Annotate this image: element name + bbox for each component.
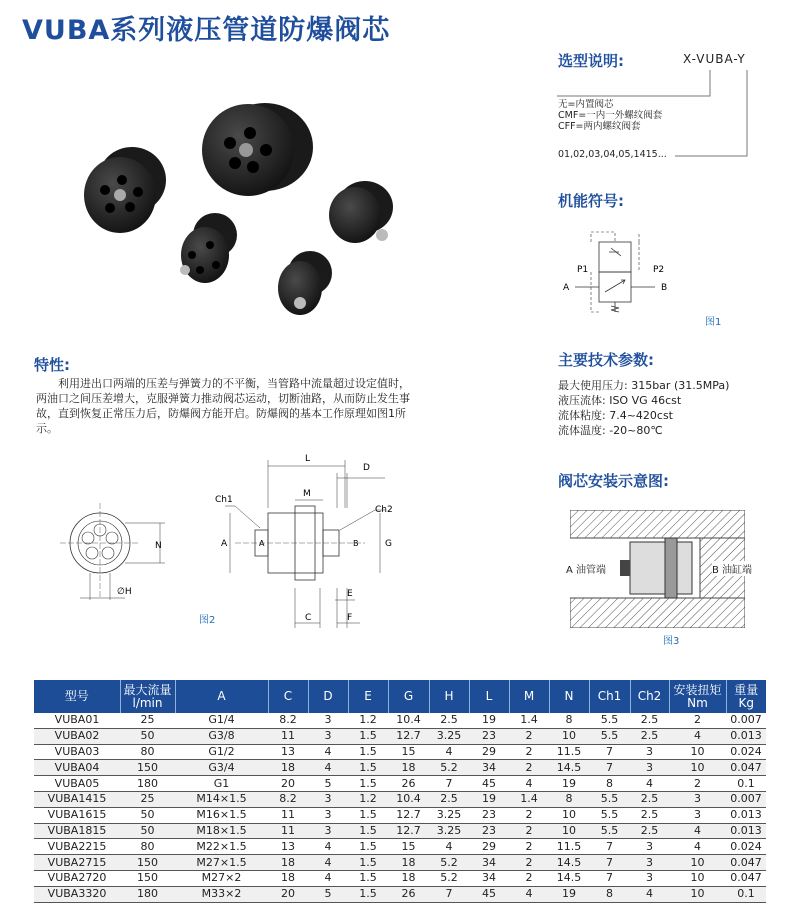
symbol-p1: P1 xyxy=(577,265,589,275)
table-cell: 12.7 xyxy=(388,823,429,839)
table-cell: 2.5 xyxy=(630,791,669,807)
table-cell: G1 xyxy=(175,776,268,792)
table-cell: M18×1.5 xyxy=(175,823,268,839)
table-cell: 180 xyxy=(120,776,175,792)
table-cell: 3 xyxy=(669,791,726,807)
table-cell: 150 xyxy=(120,760,175,776)
table-cell: 34 xyxy=(469,760,509,776)
port-b: B xyxy=(353,539,359,548)
table-cell: M33×2 xyxy=(175,886,268,902)
table-cell: 2.5 xyxy=(429,713,469,728)
table-cell: 19 xyxy=(469,791,509,807)
table-cell: G1/4 xyxy=(175,713,268,728)
table-cell: 1.5 xyxy=(348,823,388,839)
table-cell: 34 xyxy=(469,870,509,886)
table-cell: 0.007 xyxy=(726,713,766,728)
table-row xyxy=(34,823,766,839)
table-cell: 80 xyxy=(120,839,175,855)
table-header-cell: G xyxy=(388,680,429,713)
option-3: CFF=两内螺纹阀套 xyxy=(558,121,641,132)
table-cell: 10 xyxy=(549,728,589,744)
table-cell: 4 xyxy=(669,728,726,744)
table-cell: 25 xyxy=(120,713,175,728)
table-cell: VUBA02 xyxy=(34,728,120,744)
port-a: A xyxy=(259,539,265,548)
valve-large xyxy=(202,103,313,196)
dim-l: L xyxy=(305,454,311,464)
table-cell: 29 xyxy=(469,839,509,855)
table-header-cell: N xyxy=(549,680,589,713)
fig3-label: 图3 xyxy=(663,636,680,647)
table-cell: 18 xyxy=(388,870,429,886)
table-cell: M27×1.5 xyxy=(175,855,268,871)
symbol-p2: P2 xyxy=(653,265,665,275)
table-cell: M16×1.5 xyxy=(175,807,268,823)
table-cell: 11.5 xyxy=(549,744,589,760)
table-cell: 2.5 xyxy=(630,823,669,839)
table-cell: 7 xyxy=(589,760,630,776)
product-photo xyxy=(60,95,420,335)
table-cell: VUBA05 xyxy=(34,776,120,792)
table-cell: 45 xyxy=(469,886,509,902)
table-cell: 0.013 xyxy=(726,807,766,823)
table-cell: VUBA04 xyxy=(34,760,120,776)
dim-e: E xyxy=(347,589,353,599)
table-cell: 19 xyxy=(469,713,509,728)
table-cell: 15 xyxy=(388,839,429,855)
table-cell: 11 xyxy=(268,823,308,839)
table-cell: VUBA1615 xyxy=(34,807,120,823)
table-header-cell: 型号 xyxy=(34,680,120,713)
table-cell: 25 xyxy=(120,791,175,807)
table-cell: 5.5 xyxy=(589,791,630,807)
table-cell: 8 xyxy=(589,776,630,792)
table-cell: 10 xyxy=(669,744,726,760)
table-cell: 3 xyxy=(630,870,669,886)
table-cell: 19 xyxy=(549,886,589,902)
table-row xyxy=(34,713,766,728)
table-cell: 2 xyxy=(509,870,549,886)
table-row xyxy=(34,776,766,792)
table-cell: 0.1 xyxy=(726,776,766,792)
table-cell: 2 xyxy=(509,839,549,855)
dim-d: D xyxy=(363,463,370,473)
table-header-cell: D xyxy=(308,680,348,713)
table-cell: 1.5 xyxy=(348,744,388,760)
table-cell: 2.5 xyxy=(630,713,669,728)
table-cell: M27×2 xyxy=(175,870,268,886)
table-cell: 3.25 xyxy=(429,807,469,823)
table-cell: 1.5 xyxy=(348,870,388,886)
table-cell: 1.4 xyxy=(509,713,549,728)
table-cell: 10 xyxy=(669,760,726,776)
table-cell: 26 xyxy=(388,776,429,792)
table-cell: 13 xyxy=(268,744,308,760)
table-row xyxy=(34,839,766,855)
size-list: 01,02,03,04,05,1415... xyxy=(558,149,667,160)
table-cell: 10.4 xyxy=(388,713,429,728)
dim-c: C xyxy=(305,613,312,623)
table-cell: 3.25 xyxy=(429,728,469,744)
table-cell: 0.024 xyxy=(726,839,766,855)
table-cell: 0.047 xyxy=(726,760,766,776)
table-cell: 2 xyxy=(509,855,549,871)
table-header-cell: 重量 Kg xyxy=(726,680,766,713)
table-cell: 1.5 xyxy=(348,855,388,871)
table-cell: 34 xyxy=(469,855,509,871)
table-header-cell: A xyxy=(175,680,268,713)
table-cell: 3 xyxy=(669,807,726,823)
table-cell: 3 xyxy=(630,855,669,871)
table-cell: 3 xyxy=(630,760,669,776)
table-cell: 4 xyxy=(308,839,348,855)
table-cell: 0.013 xyxy=(726,823,766,839)
table-cell: 14.5 xyxy=(549,760,589,776)
table-row xyxy=(34,807,766,823)
table-body xyxy=(34,713,766,902)
table-cell: 2.5 xyxy=(429,791,469,807)
table-cell: 3 xyxy=(308,807,348,823)
features-heading: 特性: xyxy=(34,356,70,374)
table-cell: G3/4 xyxy=(175,760,268,776)
table-cell: VUBA03 xyxy=(34,744,120,760)
symbol-a: A xyxy=(563,283,570,293)
dim-m: M xyxy=(303,489,311,499)
table-cell: 18 xyxy=(388,855,429,871)
table-cell: 180 xyxy=(120,886,175,902)
dim-f: F xyxy=(347,613,353,623)
dimension-drawing xyxy=(55,448,425,633)
table-row xyxy=(34,760,766,776)
table-cell: 8 xyxy=(549,713,589,728)
table-cell: 5.5 xyxy=(589,807,630,823)
table-cell: 11 xyxy=(268,807,308,823)
table-header-cell: Ch1 xyxy=(589,680,630,713)
specs-heading: 主要技术参数: xyxy=(558,351,654,369)
table-cell: 18 xyxy=(268,855,308,871)
table-cell: 20 xyxy=(268,886,308,902)
table-cell: 10.4 xyxy=(388,791,429,807)
table-cell: 1.5 xyxy=(348,807,388,823)
table-cell: 10 xyxy=(669,870,726,886)
table-cell: 23 xyxy=(469,823,509,839)
table-row xyxy=(34,744,766,760)
table-cell: 0.007 xyxy=(726,791,766,807)
table-cell: 14.5 xyxy=(549,855,589,871)
table-cell: VUBA1415 xyxy=(34,791,120,807)
table-cell: 0.047 xyxy=(726,870,766,886)
table-cell: 1.5 xyxy=(348,760,388,776)
table-cell: 18 xyxy=(268,760,308,776)
table-cell: 3 xyxy=(308,728,348,744)
table-cell: VUBA2215 xyxy=(34,839,120,855)
table-cell: 2.5 xyxy=(630,807,669,823)
table-cell: 3 xyxy=(630,744,669,760)
table-cell: 11 xyxy=(268,728,308,744)
table-cell: 50 xyxy=(120,728,175,744)
table-cell: 4 xyxy=(630,886,669,902)
table-cell: G1/2 xyxy=(175,744,268,760)
symbol-heading: 机能符号: xyxy=(558,192,624,210)
table-cell: M14×1.5 xyxy=(175,791,268,807)
table-cell: 2.5 xyxy=(630,728,669,744)
table-cell: 5.2 xyxy=(429,760,469,776)
model-code: X-VUBA-Y xyxy=(683,52,746,66)
spec-temperature: 流体温度: -20~80℃ xyxy=(558,424,663,437)
table-header-cell: Ch2 xyxy=(630,680,669,713)
table-cell: 10 xyxy=(669,855,726,871)
table-cell: 2 xyxy=(669,713,726,728)
table-cell: 8 xyxy=(589,886,630,902)
table-cell: 1.4 xyxy=(509,791,549,807)
table-header-cell: M xyxy=(509,680,549,713)
table-header-cell: L xyxy=(469,680,509,713)
table-cell: VUBA3320 xyxy=(34,886,120,902)
option-1: 无=内置阀芯 xyxy=(558,99,614,110)
table-cell: 7 xyxy=(589,855,630,871)
table-header-cell: 最大流量 l/min xyxy=(120,680,175,713)
table-cell: 11.5 xyxy=(549,839,589,855)
table-cell: G3/8 xyxy=(175,728,268,744)
table-cell: 4 xyxy=(429,744,469,760)
table-cell: 4 xyxy=(308,760,348,776)
table-cell: 2 xyxy=(509,744,549,760)
symbol-b: B xyxy=(661,283,668,293)
install-b-label: B 油缸端 xyxy=(712,561,752,576)
table-cell: 14.5 xyxy=(549,870,589,886)
table-cell: 2 xyxy=(509,823,549,839)
dim-g: G xyxy=(385,539,392,549)
table-cell: 3 xyxy=(308,713,348,728)
table-cell: 13 xyxy=(268,839,308,855)
spec-table xyxy=(34,680,766,903)
table-cell: 10 xyxy=(549,823,589,839)
table-cell: 4 xyxy=(630,776,669,792)
dim-h: ∅H xyxy=(117,587,132,597)
table-cell: 8 xyxy=(549,791,589,807)
table-cell: 3 xyxy=(630,839,669,855)
table-cell: VUBA1815 xyxy=(34,823,120,839)
table-cell: 5.5 xyxy=(589,823,630,839)
valve-small-left xyxy=(180,213,237,283)
table-row xyxy=(34,791,766,807)
spec-viscosity: 流体粘度: 7.4~420cst xyxy=(558,409,674,422)
table-cell: 4 xyxy=(308,744,348,760)
table-cell: 10 xyxy=(549,807,589,823)
table-cell: 8.2 xyxy=(268,791,308,807)
table-header-cell: C xyxy=(268,680,308,713)
table-row xyxy=(34,855,766,871)
table-cell: 26 xyxy=(388,886,429,902)
table-cell: 4 xyxy=(308,855,348,871)
table-cell: 5 xyxy=(308,886,348,902)
table-cell: 80 xyxy=(120,744,175,760)
table-cell: 18 xyxy=(268,870,308,886)
table-cell: 4 xyxy=(429,839,469,855)
table-header-cell: E xyxy=(348,680,388,713)
dim-a-left: A xyxy=(221,539,228,549)
table-cell: M22×1.5 xyxy=(175,839,268,855)
table-cell: 4 xyxy=(509,776,549,792)
table-cell: VUBA2720 xyxy=(34,870,120,886)
table-cell: 2 xyxy=(509,728,549,744)
table-cell: 5 xyxy=(308,776,348,792)
table-cell: 5.2 xyxy=(429,870,469,886)
page-title: VUBA系列液压管道防爆阀芯 xyxy=(22,15,391,46)
table-cell: 7 xyxy=(589,870,630,886)
dim-ch2: Ch2 xyxy=(375,505,393,515)
table-cell: 0.024 xyxy=(726,744,766,760)
table-cell: 7 xyxy=(589,839,630,855)
table-cell: 45 xyxy=(469,776,509,792)
table-cell: VUBA2715 xyxy=(34,855,120,871)
table-cell: 150 xyxy=(120,870,175,886)
table-cell: 1.5 xyxy=(348,776,388,792)
table-cell: 2 xyxy=(509,807,549,823)
table-cell: 1.5 xyxy=(348,728,388,744)
table-cell: 7 xyxy=(589,744,630,760)
table-cell: 0.047 xyxy=(726,855,766,871)
valve-small-bottom xyxy=(278,251,332,315)
option-2: CMF=一内一外螺纹阀套 xyxy=(558,110,663,121)
table-cell: VUBA01 xyxy=(34,713,120,728)
table-cell: 8.2 xyxy=(268,713,308,728)
table-header-cell: 安装扭矩 Nm xyxy=(669,680,726,713)
table-cell: 18 xyxy=(388,760,429,776)
table-cell: 19 xyxy=(549,776,589,792)
dim-n: N xyxy=(155,541,162,551)
table-cell: 29 xyxy=(469,744,509,760)
table-cell: 3.25 xyxy=(429,823,469,839)
table-cell: 4 xyxy=(509,886,549,902)
table-cell: 3 xyxy=(308,791,348,807)
install-a-label: A 油管端 xyxy=(566,561,606,576)
table-row xyxy=(34,870,766,886)
table-cell: 12.7 xyxy=(388,728,429,744)
table-header-cell: H xyxy=(429,680,469,713)
table-cell: 23 xyxy=(469,807,509,823)
table-cell: 7 xyxy=(429,886,469,902)
table-cell: 5.5 xyxy=(589,713,630,728)
table-cell: 3 xyxy=(308,823,348,839)
table-cell: 4 xyxy=(669,823,726,839)
table-cell: 15 xyxy=(388,744,429,760)
selection-heading: 选型说明: xyxy=(558,52,624,70)
table-cell: 1.5 xyxy=(348,886,388,902)
table-cell: 1.2 xyxy=(348,713,388,728)
table-cell: 23 xyxy=(469,728,509,744)
table-row xyxy=(34,886,766,902)
table-cell: 0.1 xyxy=(726,886,766,902)
table-cell: 50 xyxy=(120,807,175,823)
table-cell: 2 xyxy=(669,776,726,792)
table-header-row xyxy=(34,680,766,713)
table-cell: 12.7 xyxy=(388,807,429,823)
valve-right xyxy=(329,181,393,243)
spec-pressure: 最大使用压力: 315bar (31.5MPa) xyxy=(558,379,730,392)
table-cell: 50 xyxy=(120,823,175,839)
table-cell: 5.5 xyxy=(589,728,630,744)
spec-fluid: 液压流体: ISO VG 46cst xyxy=(558,394,682,407)
fig1-label: 图1 xyxy=(705,317,722,328)
features-text: 利用进出口两端的压差与弹簧力的不平衡，当管路中流量超过设定值时，两油口之间压差增大，克服弹簧力推动阀芯运动，切断油路，从而防止发生事故，直到恢复正常压力后，防爆阀方能开启。防爆阀的基本工作原理如图1所示。 xyxy=(36,377,410,435)
table-cell: 0.013 xyxy=(726,728,766,744)
table-cell: 4 xyxy=(308,870,348,886)
fig2-label: 图2 xyxy=(199,615,216,626)
dim-ch1: Ch1 xyxy=(215,495,233,505)
install-heading: 阀芯安装示意图: xyxy=(558,472,669,490)
valve-medium xyxy=(84,147,166,233)
table-cell: 4 xyxy=(669,839,726,855)
table-cell: 5.2 xyxy=(429,855,469,871)
table-cell: 1.5 xyxy=(348,839,388,855)
table-cell: 7 xyxy=(429,776,469,792)
table-cell: 2 xyxy=(509,760,549,776)
table-cell: 20 xyxy=(268,776,308,792)
table-cell: 1.2 xyxy=(348,791,388,807)
table-cell: 10 xyxy=(669,886,726,902)
table-row xyxy=(34,728,766,744)
table-cell: 150 xyxy=(120,855,175,871)
